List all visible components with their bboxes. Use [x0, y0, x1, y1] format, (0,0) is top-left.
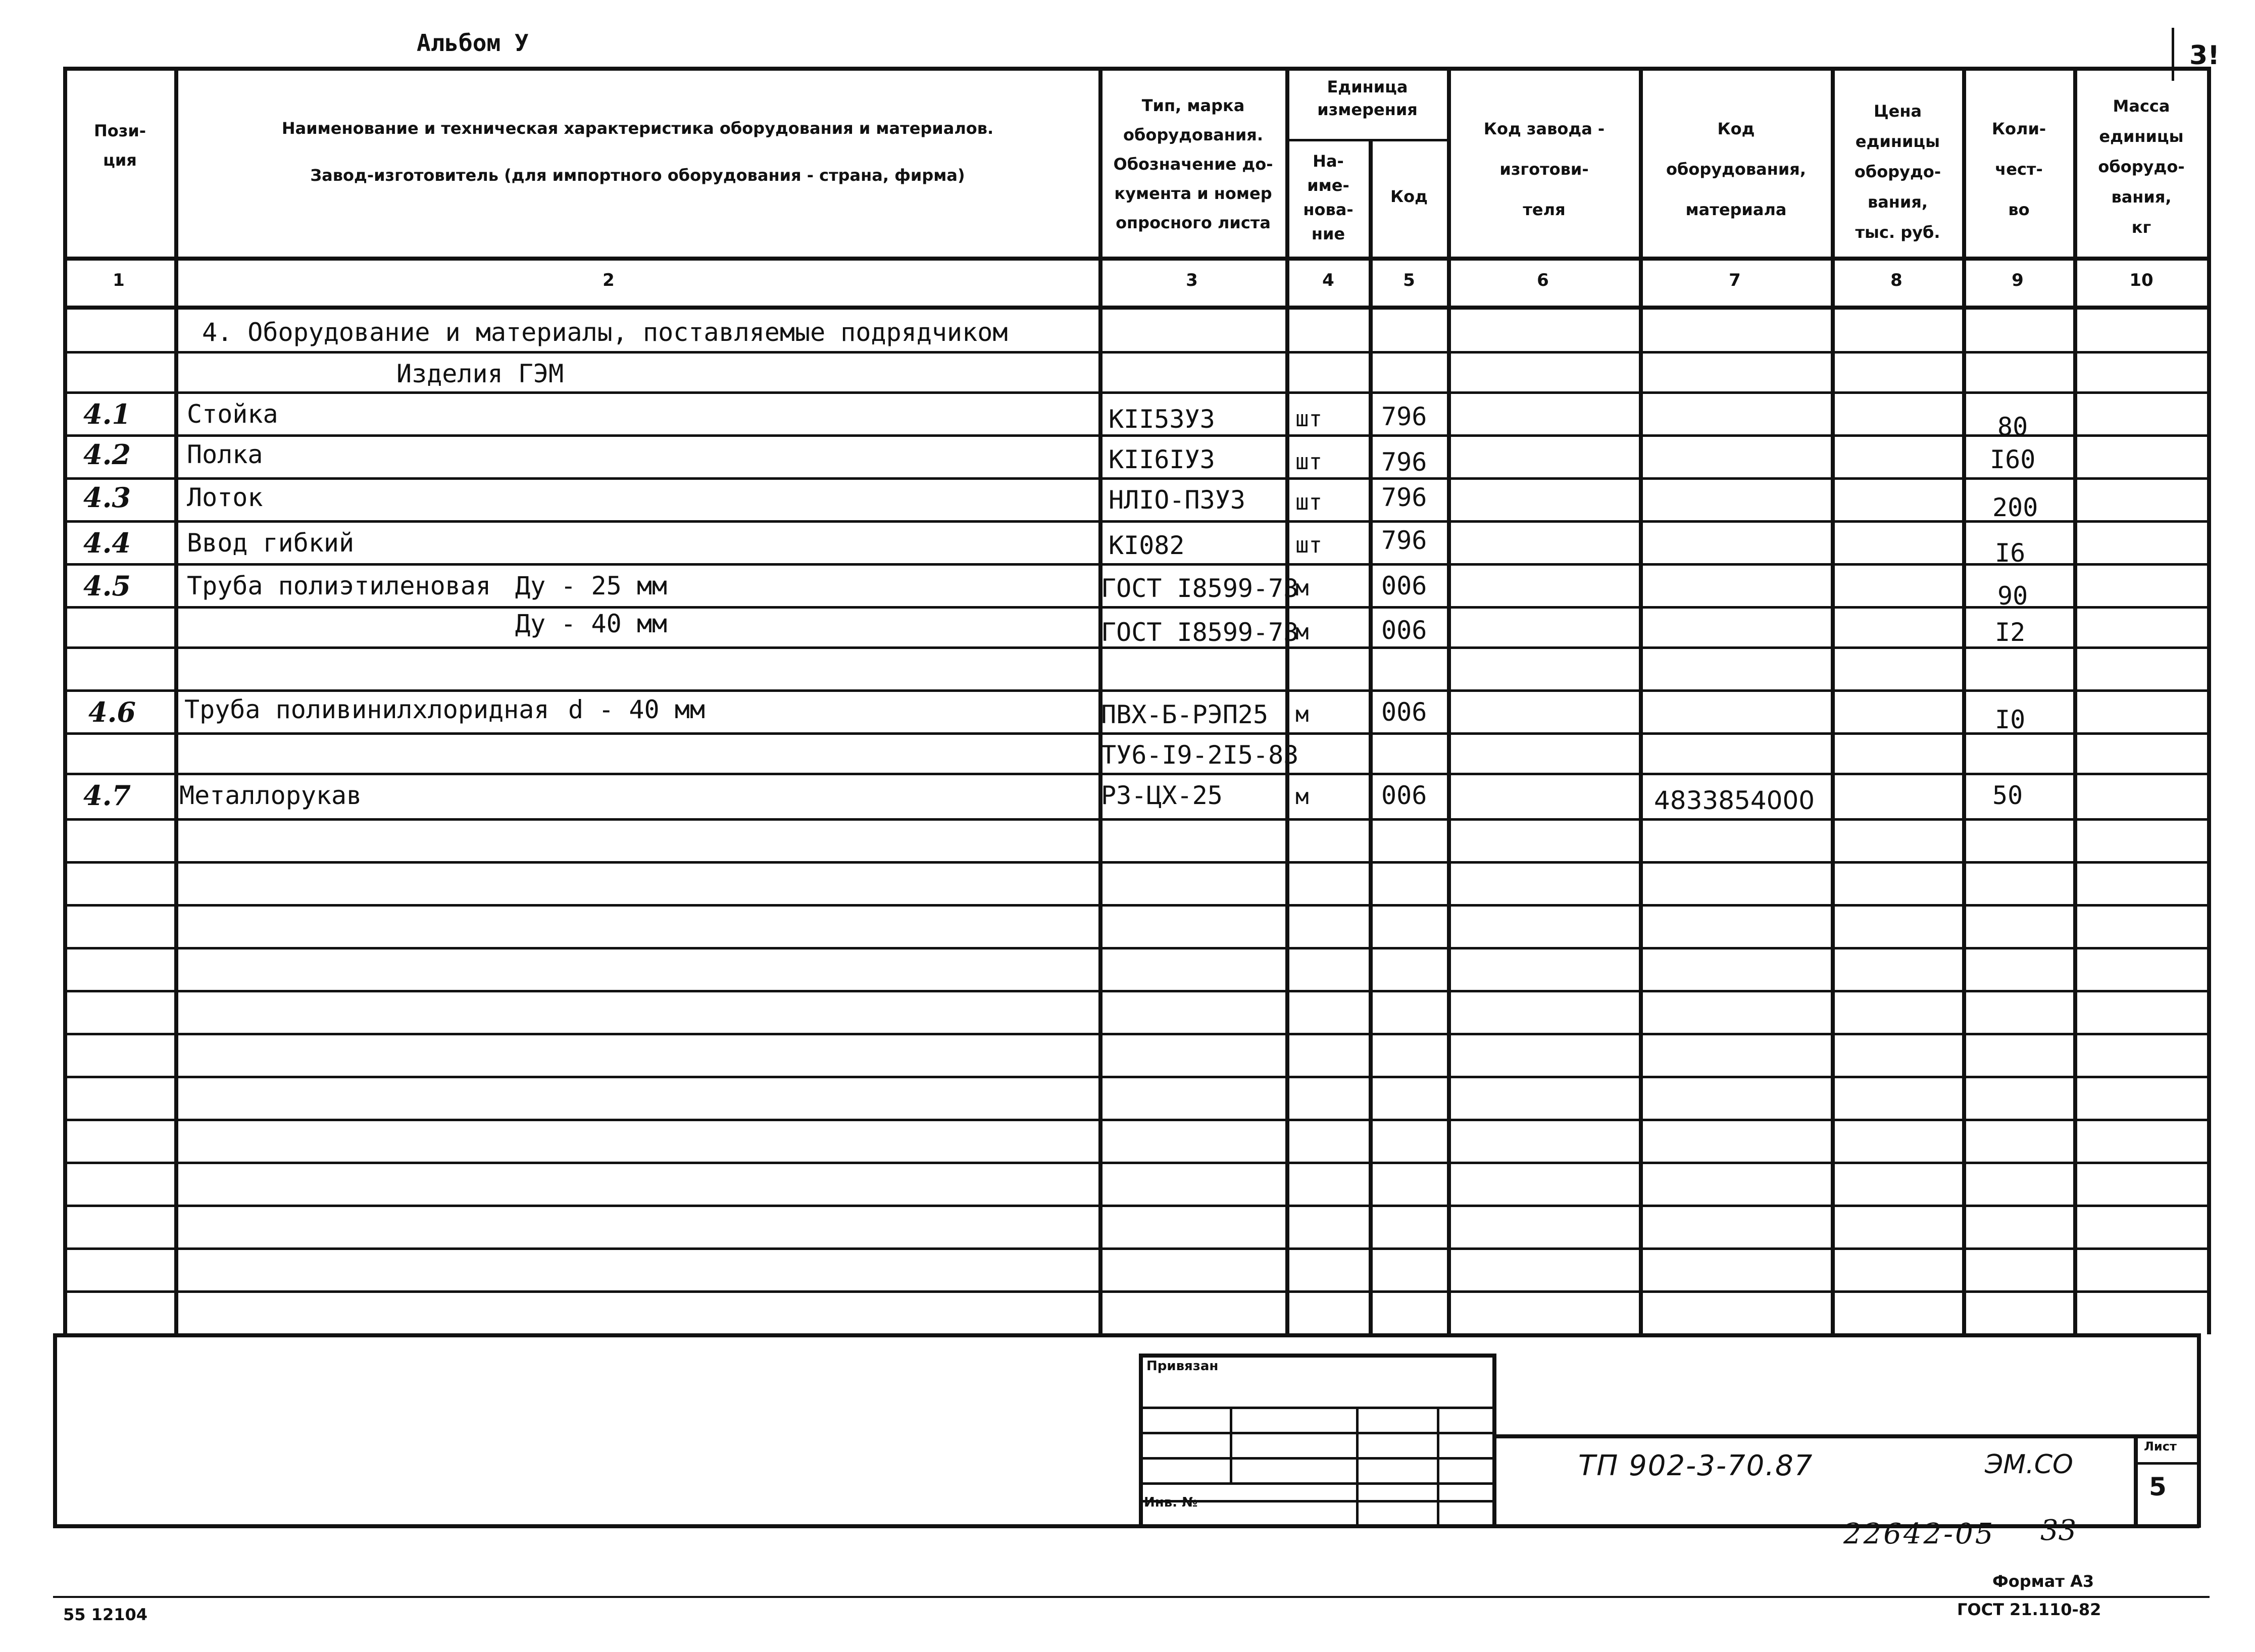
row-spec: Ду - 25 мм — [515, 571, 668, 600]
row-name: Металлорукав — [179, 781, 362, 810]
header-mass: Масса единицы оборудо- вания, кг — [2098, 96, 2185, 237]
row-type: ПВХ-Б-РЭП25 — [1101, 700, 1269, 729]
row-name: Ввод гибкий — [187, 528, 355, 558]
header-unit-code: Код — [1390, 187, 1428, 206]
row-name: Полка — [187, 440, 263, 469]
row-position: 4.6 — [88, 696, 136, 728]
row-type: КII6IУЗ — [1109, 445, 1215, 474]
row-unit: шт — [1295, 406, 1322, 432]
row-type: ГОСТ I8599-73 — [1101, 618, 1299, 647]
row-unit: м — [1295, 702, 1309, 727]
row-unit: м — [1295, 784, 1309, 810]
row-unit-code: 796 — [1381, 402, 1427, 431]
row-quantity: I60 — [1990, 445, 2036, 474]
column-number-2: 2 — [603, 270, 615, 290]
row-quantity: I2 — [1995, 618, 2026, 647]
row-spec: d - 40 мм — [568, 695, 705, 724]
row-name: Труба поливинилхлоридная — [184, 695, 549, 724]
row-unit: м — [1295, 575, 1309, 601]
header-manufacturer-code: Код завода - изготови- теля — [1483, 119, 1605, 219]
row-position: 4.5 — [83, 570, 131, 602]
print-code: 55 12104 — [63, 1605, 147, 1624]
header-name-line1: Наименование и техническая характеристика оборудования и материалов. — [281, 119, 994, 138]
row-position: 4.1 — [83, 398, 131, 430]
column-number-8: 8 — [1890, 270, 1902, 290]
page-number: 33 — [2040, 1514, 2077, 1547]
row-name: Стойка — [187, 399, 278, 429]
row-type: КI082 — [1109, 531, 1185, 560]
format-label: Формат А3 — [1992, 1572, 2094, 1591]
gost-label: ГОСТ 21.110-82 — [1957, 1600, 2101, 1619]
column-number-7: 7 — [1729, 270, 1741, 290]
row-unit-code: 006 — [1381, 616, 1427, 645]
row-unit-code: 796 — [1381, 526, 1427, 555]
header-type: Тип, марка оборудования. Обозначение до- кумента и номер опросного листа — [1113, 96, 1273, 232]
sheet-number: 5 — [2149, 1472, 2167, 1501]
column-number-5: 5 — [1403, 270, 1415, 290]
section-title: 4. Оборудование и материалы, поставляемые подрядчиком — [202, 318, 1008, 347]
row-position: 4.2 — [83, 438, 131, 471]
row-quantity: 80 — [1997, 412, 2028, 441]
registration-number: 22642-05 — [1843, 1518, 1995, 1550]
row-material-code: 4833854000 — [1654, 786, 1815, 815]
row-spec: Ду - 40 мм — [515, 609, 668, 638]
column-number-1: 1 — [113, 270, 125, 290]
inventory-number-label: Инв. № — [1144, 1495, 1198, 1510]
row-unit-code: 796 — [1381, 447, 1427, 477]
header-price: Цена единицы оборудо- вания, тыс. руб. — [1854, 102, 1941, 242]
column-number-4: 4 — [1322, 270, 1334, 290]
row-quantity: I6 — [1995, 538, 2026, 568]
header-quantity: Коли- чест- во — [1991, 119, 2046, 219]
column-number-6: 6 — [1537, 270, 1549, 290]
header-equipment-code: Код оборудования, материала — [1666, 119, 1806, 219]
row-type: ГОСТ I8599-73 — [1101, 574, 1299, 603]
row-quantity: 50 — [1992, 781, 2023, 810]
row-quantity: I0 — [1995, 705, 2026, 734]
row-unit-code: 006 — [1381, 697, 1427, 727]
album-label: Альбом У — [417, 29, 529, 57]
row-quantity: 90 — [1997, 581, 2028, 611]
document-code: ТП 902-3-70.87 — [1578, 1449, 1814, 1482]
row-name: Лоток — [187, 483, 263, 512]
row-type: КII53УЗ — [1109, 405, 1215, 434]
row-position: 4.3 — [83, 481, 131, 514]
row-type: НЛIО-П3УЗ — [1109, 485, 1245, 515]
row-unit: шт — [1295, 449, 1322, 475]
sheet-label: Лист — [2144, 1439, 2177, 1454]
column-number-10: 10 — [2129, 270, 2153, 290]
row-unit: шт — [1295, 489, 1322, 515]
corner-sheet-number: 3! — [2189, 40, 2220, 71]
row-quantity: 200 — [1992, 493, 2038, 522]
row-type: ТУ6-I9-2I5-83 — [1101, 740, 1299, 770]
row-position: 4.7 — [83, 779, 131, 812]
row-position: 4.4 — [83, 527, 131, 559]
row-unit-code: 006 — [1381, 781, 1427, 810]
document-mark: ЭМ.СО — [1985, 1449, 2073, 1480]
subsection-title: Изделия ГЭМ — [396, 359, 564, 388]
header-unit-group: Единица измерения — [1317, 77, 1418, 119]
row-unit-code: 006 — [1381, 571, 1427, 600]
header-unit-name: На- име- нова- ние — [1303, 152, 1354, 243]
column-number-3: 3 — [1186, 270, 1198, 290]
header-name-line2: Завод-изготовитель (для импортного оборудования - страна, фирма) — [310, 166, 965, 185]
row-unit: м — [1295, 619, 1309, 645]
column-number-9: 9 — [2012, 270, 2024, 290]
privyazan-label: Привязан — [1146, 1359, 1219, 1374]
header-position: Пози- ция — [93, 121, 146, 170]
row-unit-code: 796 — [1381, 483, 1427, 512]
row-unit: шт — [1295, 532, 1322, 558]
row-name: Труба полиэтиленовая — [187, 571, 491, 600]
row-type: РЗ-ЦХ-25 — [1101, 781, 1223, 810]
